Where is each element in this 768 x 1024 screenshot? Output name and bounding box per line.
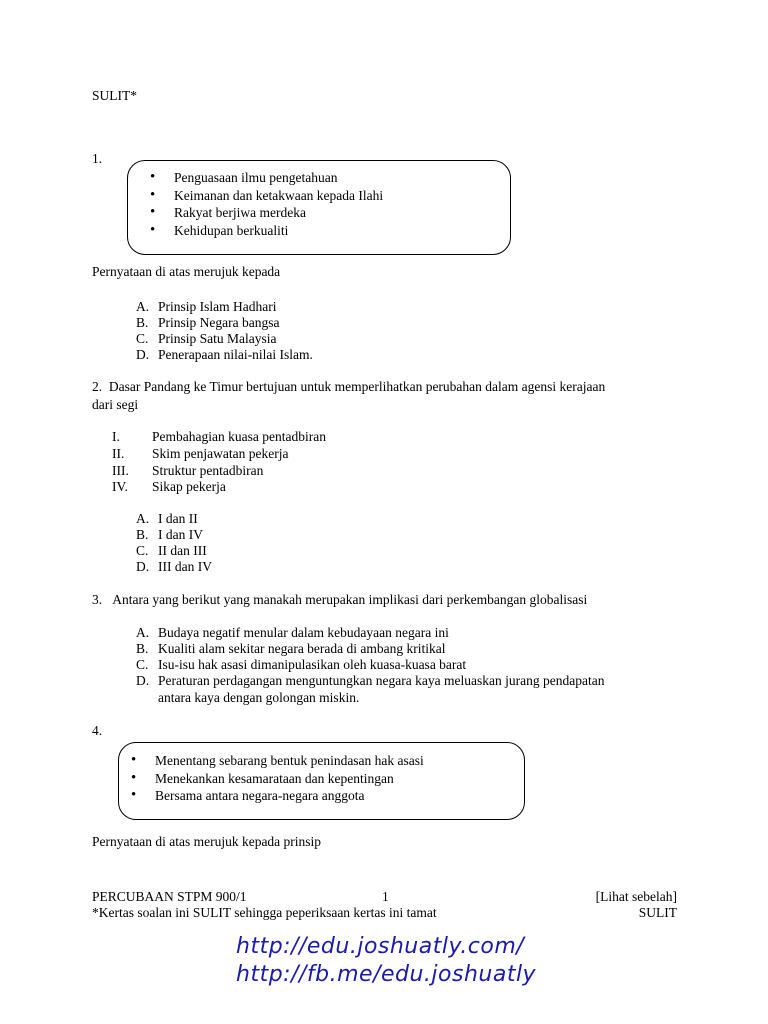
footer-next-page: [Lihat sebelah] [595,889,677,904]
option-item: A. Prinsip Islam Hadhari [136,299,277,314]
q1-stem: Pernyataan di atas merujuk kepada [92,264,281,279]
option-item: C. Prinsip Satu Malaysia [136,331,277,346]
option-item: B. Kualiti alam sekitar negara berada di ambang kritikal [136,641,446,656]
list-item: • Bersama antara negara-negara anggota [127,787,424,805]
header-sulit: SULIT* [92,88,137,103]
footer-exam: PERCUBAAN STPM 900/1 [92,889,247,904]
q4-stem: Pernyataan di atas merujuk kepada prinsip [92,834,322,849]
list-item: • Rakyat berjiwa merdeka [146,204,383,222]
q1-bullet-list [146,169,383,239]
footer-page-number: 1 [382,889,389,904]
option-item: B. Prinsip Negara bangsa [136,315,280,330]
q3-options [136,625,604,689]
statement-item: I. Pembahagian kuasa pentadbiran [112,429,326,444]
list-item: • Kehidupan berkualiti [146,222,383,240]
list-item: • Menentang sebarang bentuk penindasan hak asasi [127,752,424,770]
footer-note: *Kertas soalan ini SULIT sehingga peperiksaan kertas ini tamat [92,905,437,920]
list-item: • Penguasaan ilmu pengetahuan [146,169,383,187]
q3-option-d-cont: antara kaya dengan golongan miskin. [158,690,360,705]
q1-statement-box [127,160,511,255]
option-item: D. Penerapaan nilai-nilai Islam. [136,347,313,362]
q2-options [136,511,212,575]
watermark-link-2[interactable]: http://fb.me/edu.joshuatly [236,962,537,987]
q2-stem-cont: dari segi [92,397,139,412]
statement-item: III. Struktur pentadbiran [112,462,264,478]
option-item: D. Peraturan perdagangan menguntungkan negara kaya meluaskan jurang pendapatan [136,673,605,688]
option-item: A. Budaya negatif menular dalam kebudayaan negara ini [136,625,449,640]
statement-item: IV. Sikap pekerja [112,479,226,495]
q2-stem: 2. Dasar Pandang ke Timur bertujuan untuk memperlihatkan perubahan dalam agensi kerajaan [92,379,606,394]
q4-statement-box [118,742,525,820]
option-item: D. III dan IV [136,559,212,574]
option-item: A. I dan II [136,511,198,526]
q1-options [136,299,313,363]
q2-statements [112,429,326,496]
option-item: C. Isu-isu hak asasi dimanipulasikan oleh kuasa-kuasa barat [136,657,467,672]
list-item: • Keimanan dan ketakwaan kepada Ilahi [146,187,383,205]
q1-number: 1. [92,151,103,166]
list-item: • Menekankan kesamarataan dan kepentingan [127,770,424,788]
q4-number: 4. [92,723,103,738]
q4-bullet-list [127,752,424,805]
option-item: C. II dan III [136,543,207,558]
watermark-link-1[interactable]: http://edu.joshuatly.com/ [236,934,525,959]
statement-item: II. Skim penjawatan pekerja [112,445,289,461]
q3-stem: 3. Antara yang berikut yang manakah merupakan implikasi dari perkembangan globalisasi [92,592,588,607]
option-item: B. I dan IV [136,527,203,542]
footer-sulit: SULIT [638,905,677,920]
